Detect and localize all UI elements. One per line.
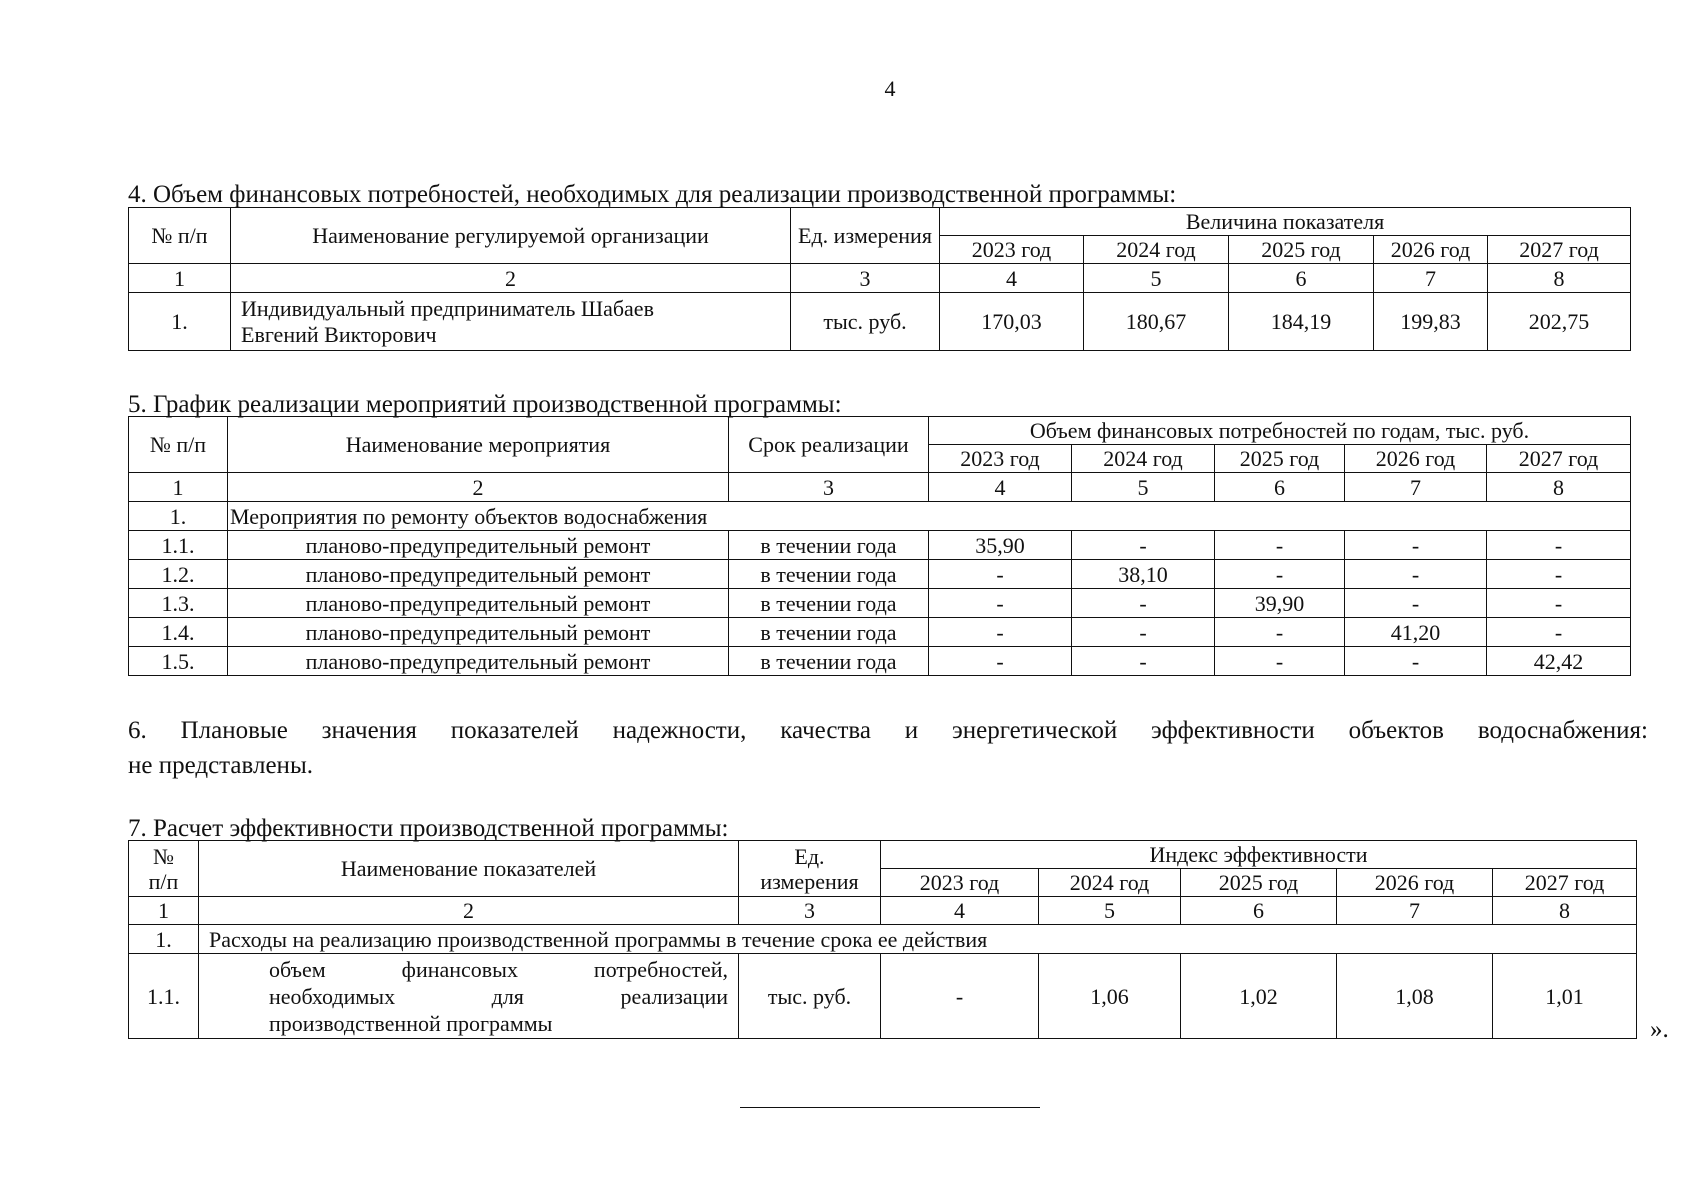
group-name: Мероприятия по ремонту объектов водоснабжения	[228, 502, 1631, 531]
header-year: 2023 год	[940, 236, 1084, 264]
header-term: Срок реализации	[729, 417, 929, 473]
column-number: 8	[1487, 473, 1631, 502]
term: в течении года	[729, 560, 929, 589]
header-year: 2024 год	[1039, 869, 1181, 897]
header-value: Объем финансовых потребностей по годам, тыс. руб.	[929, 417, 1631, 445]
term: в течении года	[729, 618, 929, 647]
header-year: 2025 год	[1181, 869, 1337, 897]
efficiency-table	[128, 840, 1637, 1039]
organization-name-line: Евгений Викторович	[241, 321, 437, 347]
column-number: 2	[228, 473, 729, 502]
column-number: 6	[1215, 473, 1345, 502]
financial-needs-table	[128, 207, 1631, 351]
header-value: Индекс эффективности	[881, 841, 1637, 869]
group-row	[129, 925, 1637, 954]
group-name: Расходы на реализацию производственной программы в течение срока ее действия	[199, 925, 1637, 954]
value-cell: -	[1487, 560, 1631, 589]
header-year: 2026 год	[1345, 445, 1487, 473]
value-cell: 35,90	[929, 531, 1072, 560]
header-year: 2024 год	[1072, 445, 1215, 473]
value-cell: -	[1345, 560, 1487, 589]
row-num: 1.4.	[129, 618, 228, 647]
column-number: 8	[1493, 897, 1637, 925]
header-year: 2024 год	[1084, 236, 1229, 264]
table-row	[129, 618, 1631, 647]
column-number: 8	[1488, 264, 1631, 293]
row-num: 1.3.	[129, 589, 228, 618]
header-unit-line: измерения	[760, 868, 859, 894]
value-cell: 184,19	[1229, 293, 1374, 351]
value-cell: -	[1072, 618, 1215, 647]
indicator-name-line: объем финансовых потребностей,	[269, 956, 728, 982]
value-cell: 42,42	[1487, 647, 1631, 676]
column-number: 5	[1084, 264, 1229, 293]
value-cell: 202,75	[1488, 293, 1631, 351]
header-year: 2027 год	[1488, 236, 1631, 264]
column-number: 7	[1374, 264, 1488, 293]
value-cell: 41,20	[1345, 618, 1487, 647]
value-cell: -	[1345, 531, 1487, 560]
activity-name: планово-предупредительный ремонт	[228, 531, 729, 560]
section-4-title: 4. Объем финансовых потребностей, необходимых для реализации производственной программы:	[128, 181, 1177, 208]
value-cell: 39,90	[1215, 589, 1345, 618]
table-row	[129, 954, 1637, 1039]
value-cell: 199,83	[1374, 293, 1488, 351]
value-cell: -	[1215, 531, 1345, 560]
value-cell: -	[1345, 589, 1487, 618]
section-6-line2: не представлены.	[128, 752, 313, 779]
column-number: 4	[881, 897, 1039, 925]
section-6-line1: 6. Плановые значения показателей надежности, качества и энергетической эффективности объектов водоснабжения:	[128, 717, 1648, 744]
term: в течении года	[729, 531, 929, 560]
value-cell: -	[1072, 531, 1215, 560]
value-cell: 1,01	[1493, 954, 1637, 1039]
column-number: 5	[1072, 473, 1215, 502]
value-cell: -	[929, 589, 1072, 618]
value-cell: -	[1487, 531, 1631, 560]
column-number: 3	[729, 473, 929, 502]
column-number: 6	[1229, 264, 1374, 293]
value-cell: -	[1072, 589, 1215, 618]
column-number: 3	[739, 897, 881, 925]
organization-name-line: Индивидуальный предприниматель Шабаев	[241, 295, 654, 321]
column-number: 1	[129, 473, 228, 502]
header-year: 2023 год	[881, 869, 1039, 897]
header-year: 2026 год	[1337, 869, 1493, 897]
value-cell: -	[929, 618, 1072, 647]
column-number: 1	[129, 897, 199, 925]
header-num-line: п/п	[148, 868, 179, 894]
value-cell: -	[1345, 647, 1487, 676]
term: в течении года	[729, 647, 929, 676]
activity-name: планово-предупредительный ремонт	[228, 618, 729, 647]
header-organization-name: Наименование регулируемой организации	[231, 208, 791, 264]
column-number: 7	[1345, 473, 1487, 502]
column-number: 4	[929, 473, 1072, 502]
header-year: 2023 год	[929, 445, 1072, 473]
table-row	[129, 560, 1631, 589]
indicator-name-line: необходимых для реализации	[269, 983, 728, 1009]
value-cell: 1,02	[1181, 954, 1337, 1039]
row-num: 1.2.	[129, 560, 228, 589]
header-activity-name: Наименование мероприятия	[228, 417, 729, 473]
header-indicator-name: Наименование показателей	[199, 841, 739, 897]
column-number: 6	[1181, 897, 1337, 925]
indicator-name-line: производственной программы	[269, 1010, 553, 1036]
header-unit: Ед. измерения	[791, 208, 940, 264]
section-7-title: 7. Расчет эффективности производственной программы:	[128, 815, 729, 842]
row-num: 1.	[129, 293, 231, 351]
header-year: 2026 год	[1374, 236, 1488, 264]
header-unit-line: Ед.	[794, 843, 825, 869]
header-unit	[739, 841, 881, 897]
activity-name: планово-предупредительный ремонт	[228, 560, 729, 589]
value-cell: -	[1487, 618, 1631, 647]
column-number: 7	[1337, 897, 1493, 925]
header-year: 2025 год	[1229, 236, 1374, 264]
table-row	[129, 647, 1631, 676]
row-num: 1.1.	[129, 531, 228, 560]
value-cell: 180,67	[1084, 293, 1229, 351]
header-value: Величина показателя	[940, 208, 1631, 236]
value-cell: -	[929, 647, 1072, 676]
indicator-name	[199, 954, 739, 1039]
header-num: № п/п	[129, 417, 228, 473]
table-row	[129, 293, 1631, 351]
group-row	[129, 502, 1631, 531]
value-cell: 38,10	[1072, 560, 1215, 589]
value-cell: -	[1487, 589, 1631, 618]
organization-name	[231, 293, 791, 351]
header-num-line: №	[153, 843, 174, 869]
row-num: 1.5.	[129, 647, 228, 676]
value-cell: -	[1215, 618, 1345, 647]
value-cell: -	[1215, 647, 1345, 676]
column-number: 3	[791, 264, 940, 293]
closing-quote: ».	[1650, 1016, 1669, 1043]
column-number: 5	[1039, 897, 1181, 925]
value-cell: -	[1072, 647, 1215, 676]
column-number: 2	[199, 897, 739, 925]
column-number: 4	[940, 264, 1084, 293]
value-cell: -	[881, 954, 1039, 1039]
header-num: № п/п	[129, 208, 231, 264]
activity-name: планово-предупредительный ремонт	[228, 589, 729, 618]
value-cell: 170,03	[940, 293, 1084, 351]
row-num: 1.1.	[129, 954, 199, 1039]
row-num: 1.	[129, 925, 199, 954]
term: в течении года	[729, 589, 929, 618]
bottom-divider	[740, 1107, 1040, 1108]
schedule-table	[128, 416, 1631, 676]
header-year: 2027 год	[1487, 445, 1631, 473]
column-number: 1	[129, 264, 231, 293]
table-row	[129, 531, 1631, 560]
unit: тыс. руб.	[791, 293, 940, 351]
header-year: 2025 год	[1215, 445, 1345, 473]
header-year: 2027 год	[1493, 869, 1637, 897]
row-num: 1.	[129, 502, 228, 531]
value-cell: -	[929, 560, 1072, 589]
unit: тыс. руб.	[739, 954, 881, 1039]
value-cell: 1,06	[1039, 954, 1181, 1039]
table-row	[129, 589, 1631, 618]
value-cell: -	[1215, 560, 1345, 589]
section-5-title: 5. График реализации мероприятий производственной программы:	[128, 391, 842, 418]
page-number: 4	[884, 76, 896, 101]
header-num	[129, 841, 199, 897]
column-number: 2	[231, 264, 791, 293]
activity-name: планово-предупредительный ремонт	[228, 647, 729, 676]
value-cell: 1,08	[1337, 954, 1493, 1039]
